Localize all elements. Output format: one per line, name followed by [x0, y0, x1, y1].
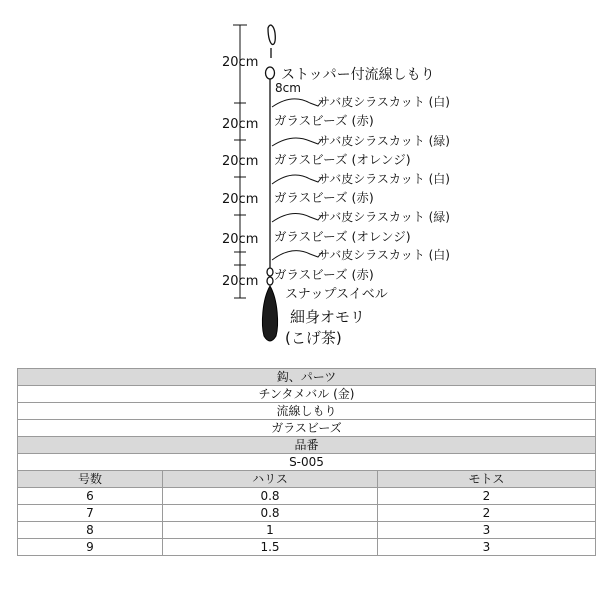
bead-label: ガラスビーズ (オレンジ) [274, 229, 411, 244]
table-section-header [18, 369, 596, 386]
table-section-header [18, 437, 596, 454]
top-clip-icon [268, 25, 275, 58]
table-cell: 1.5 [163, 539, 378, 556]
bead-label: ガラスビーズ (赤) [274, 267, 374, 282]
table-cell: 2 [378, 505, 596, 522]
length-label: 20cm [222, 274, 259, 289]
table-row [18, 539, 596, 556]
stopper-float-icon [266, 67, 275, 79]
product-code: S-005 [18, 454, 596, 471]
lure-label: サバ皮シラスカット (白) [318, 172, 450, 186]
top-part-label: ストッパー付流線しもり [281, 67, 435, 83]
length-label: 20cm [222, 117, 259, 132]
table-row [18, 522, 596, 539]
sinker-label: 細身オモリ [290, 308, 366, 326]
product-code-title: 品番 [18, 437, 596, 454]
table-cell: 6 [18, 488, 163, 505]
lure-label: サバ皮シラスカット (緑) [318, 210, 450, 224]
table-cell: 0.8 [163, 505, 378, 522]
sinker-icon [262, 286, 277, 341]
table-cell: 7 [18, 505, 163, 522]
snap-swivel-icon [267, 268, 273, 285]
table-cell: 3 [378, 522, 596, 539]
lure-label: サバ皮シラスカット (緑) [318, 134, 450, 148]
table-cell: 1 [163, 522, 378, 539]
table-row [18, 505, 596, 522]
sinker-color-label: (こげ茶) [285, 329, 342, 347]
branch-length-label: 8cm [275, 81, 301, 95]
lure-label: サバ皮シラスカット (白) [318, 248, 450, 262]
spec-table [17, 368, 596, 556]
length-label: 20cm [222, 55, 259, 70]
bead-label: ガラスビーズ (赤) [274, 190, 374, 205]
table-row [18, 454, 596, 471]
table-row [18, 488, 596, 505]
table-row [18, 386, 596, 403]
table-cell: 8 [18, 522, 163, 539]
table-cell: 2 [378, 488, 596, 505]
part-item: チンタメバル (金) [18, 386, 596, 403]
table-row [18, 420, 596, 437]
column-header-size: 号数 [18, 471, 163, 488]
part-item: ガラスビーズ [18, 420, 596, 437]
length-label: 20cm [222, 154, 259, 169]
bead-label: ガラスビーズ (赤) [274, 113, 374, 128]
table-row [18, 403, 596, 420]
part-item: 流線しもり [18, 403, 596, 420]
parts-section-title: 鈎、パーツ [18, 369, 596, 386]
length-label: 20cm [222, 192, 259, 207]
table-cell: 0.8 [163, 488, 378, 505]
table-cell: 3 [378, 539, 596, 556]
length-label: 20cm [222, 232, 259, 247]
table-cell: 9 [18, 539, 163, 556]
swivel-label: スナップスイベル [285, 287, 388, 302]
lure-label: サバ皮シラスカット (白) [318, 95, 450, 109]
bead-label: ガラスビーズ (オレンジ) [274, 152, 411, 167]
column-header-harisu: ハリス [163, 471, 378, 488]
table-column-headers [18, 471, 596, 488]
column-header-motosu: モトス [378, 471, 596, 488]
